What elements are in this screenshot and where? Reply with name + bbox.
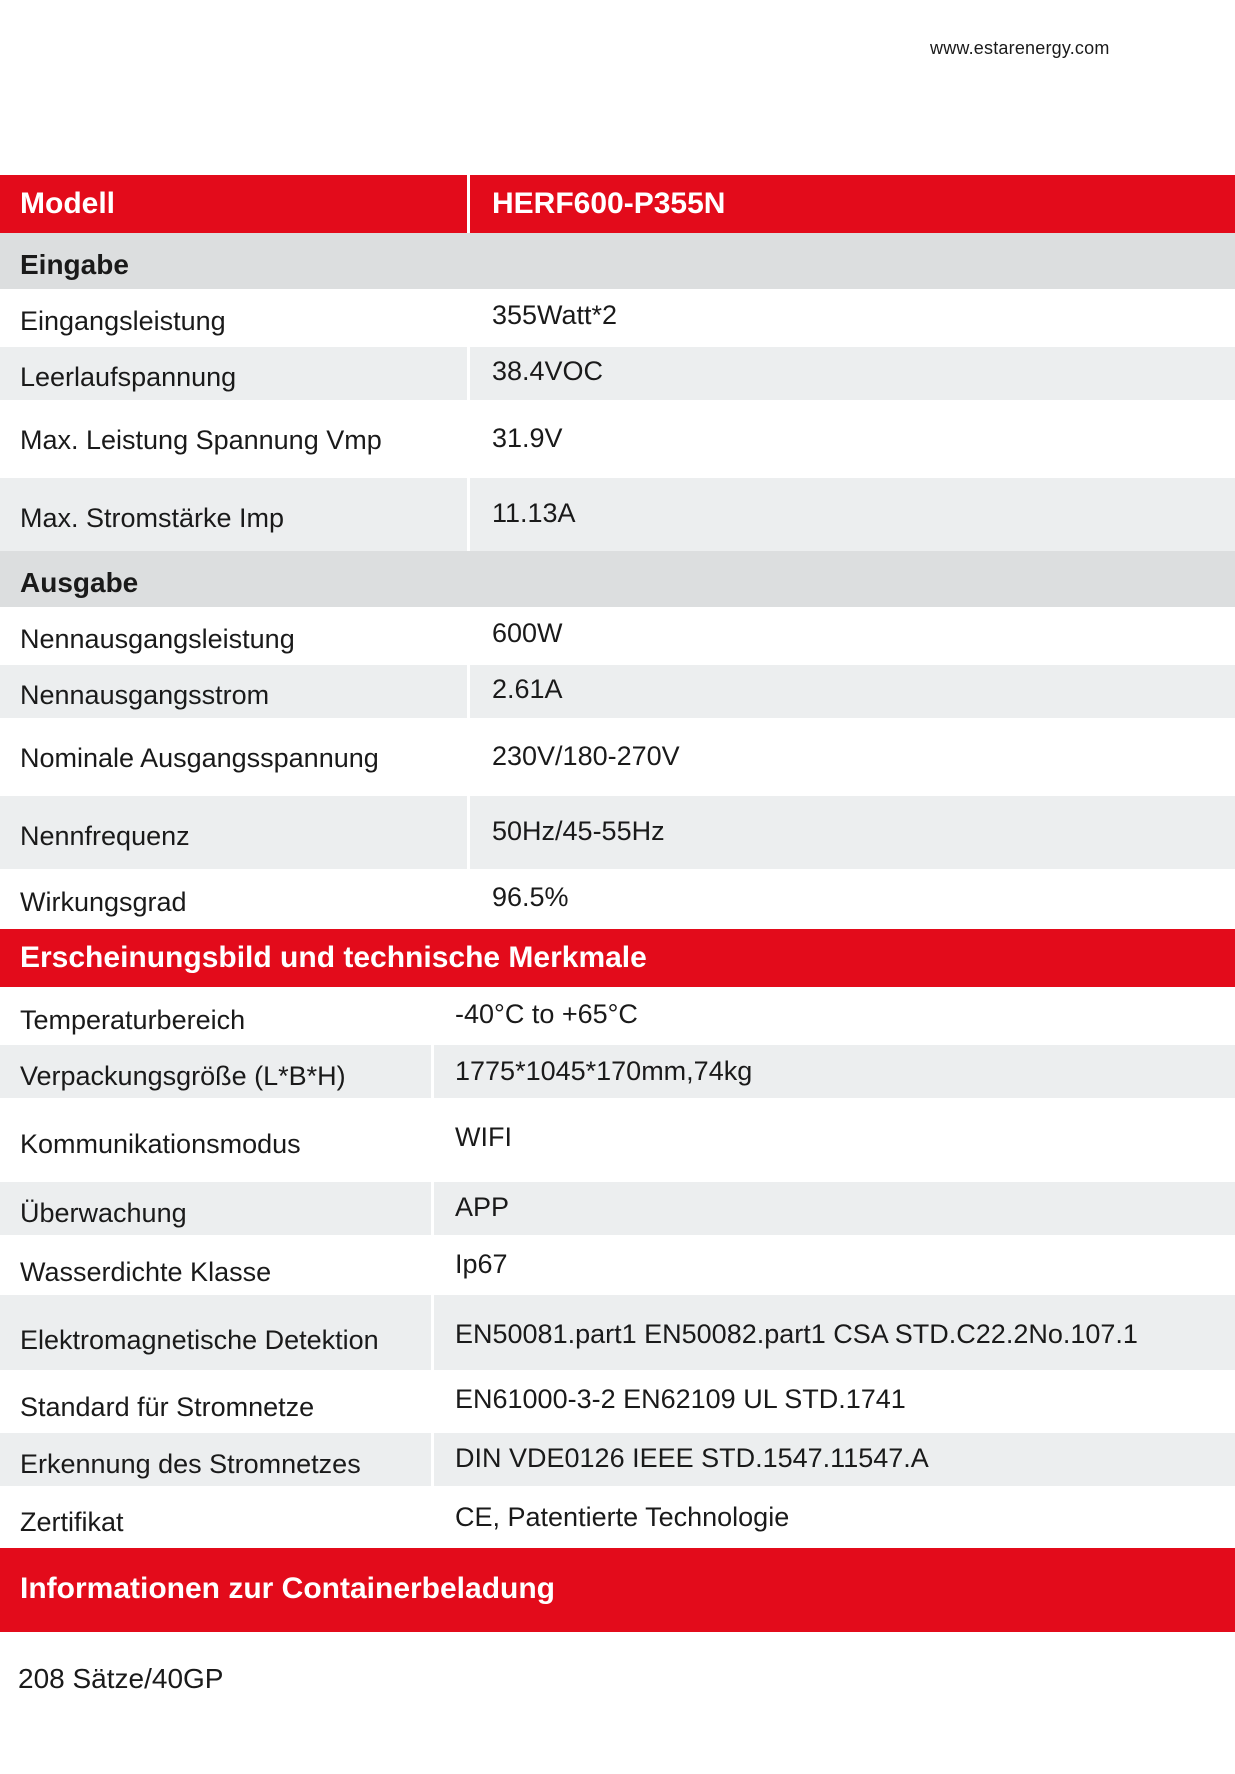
model-label: Modell — [20, 187, 115, 220]
row-value: -40°C to +65°C — [455, 999, 638, 1029]
row-label: Wasserdichte Klasse — [20, 1257, 272, 1287]
row-value: 11.13A — [492, 498, 576, 528]
row-value: EN50081.part1 EN50082.part1 CSA STD.C22.2No.107.1 — [455, 1319, 1138, 1349]
row-label: Elektromagnetische Detektion — [20, 1325, 379, 1355]
table-row — [0, 1295, 1235, 1370]
model-value: HERF600-P355N — [492, 187, 726, 220]
column-divider — [467, 796, 470, 869]
row-value: 600W — [492, 618, 563, 648]
table-row — [0, 796, 1235, 869]
table-row — [0, 1045, 1235, 1098]
table-row — [0, 607, 1235, 665]
table-row — [0, 987, 1235, 1045]
table-row — [0, 1235, 1235, 1295]
table-row — [0, 718, 1235, 796]
row-value: EN61000-3-2 EN62109 UL STD.1741 — [455, 1384, 906, 1414]
column-divider — [431, 1433, 434, 1486]
row-value: 31.9V — [492, 423, 563, 453]
table-row — [0, 478, 1235, 551]
website-url: www.estarenergy.com — [930, 38, 1110, 58]
row-value: 355Watt*2 — [492, 300, 618, 330]
row-label: Nennausgangsleistung — [20, 624, 295, 654]
row-label: Temperaturbereich — [20, 1005, 246, 1035]
column-divider — [467, 478, 470, 551]
row-value: DIN VDE0126 IEEE STD.1547.11547.A — [455, 1443, 929, 1473]
row-value: APP — [455, 1192, 510, 1222]
row-value: 50Hz/45-55Hz — [492, 816, 665, 846]
row-value: 38.4VOC — [492, 356, 604, 386]
table-row — [0, 1433, 1235, 1486]
row-label: Eingangsleistung — [20, 306, 226, 336]
table-row — [0, 1370, 1235, 1433]
section-input-title: Eingabe — [20, 249, 129, 280]
container-value: 208 Sätze/40GP — [18, 1663, 224, 1694]
table-row — [0, 347, 1235, 400]
row-label: Standard für Stromnetze — [20, 1392, 315, 1422]
table-row — [0, 400, 1235, 478]
section-input-heading — [0, 233, 1235, 289]
table-row — [0, 665, 1235, 718]
row-label: Max. Leistung Spannung Vmp — [20, 425, 382, 455]
row-label: Nennausgangsstrom — [20, 680, 270, 710]
row-value: WIFI — [455, 1122, 512, 1152]
row-label: Wirkungsgrad — [20, 887, 187, 917]
row-label: Leerlaufspannung — [20, 362, 237, 392]
table-row — [0, 289, 1235, 347]
row-label: Kommunikationsmodus — [20, 1129, 301, 1159]
table-row — [0, 869, 1235, 929]
model-header-row — [0, 175, 1235, 233]
row-label: Nennfrequenz — [20, 821, 190, 851]
row-value: 230V/180-270V — [492, 741, 680, 771]
row-value: Ip67 — [455, 1249, 508, 1279]
table-row — [0, 1098, 1235, 1182]
row-value: 1775*1045*170mm,74kg — [455, 1056, 753, 1086]
row-label: Verpackungsgröße (L*B*H) — [20, 1061, 346, 1091]
column-divider — [431, 1182, 434, 1235]
row-label: Max. Stromstärke Imp — [20, 503, 285, 533]
column-divider — [431, 1295, 434, 1370]
column-divider — [467, 347, 470, 400]
section-output-title: Ausgabe — [20, 567, 139, 598]
row-label: Erkennung des Stromnetzes — [20, 1449, 361, 1479]
section-features-title: Erscheinungsbild und technische Merkmale — [20, 941, 647, 974]
table-row — [0, 1632, 1235, 1732]
table-row — [0, 1182, 1235, 1235]
section-container-title: Informationen zur Containerbeladung — [20, 1572, 556, 1605]
row-label: Nominale Ausgangsspannung — [20, 743, 379, 773]
row-value: CE, Patentierte Technologie — [455, 1502, 790, 1532]
section-output-heading — [0, 551, 1235, 607]
row-label: Zertifikat — [20, 1507, 124, 1537]
column-divider — [467, 665, 470, 718]
section-features-heading — [0, 929, 1235, 987]
section-container-heading — [0, 1548, 1235, 1632]
row-label: Überwachung — [20, 1198, 187, 1228]
model-divider — [467, 175, 470, 233]
column-divider — [431, 1045, 434, 1098]
table-row — [0, 1486, 1235, 1548]
row-value: 2.61A — [492, 674, 563, 704]
row-value: 96.5% — [492, 882, 569, 912]
